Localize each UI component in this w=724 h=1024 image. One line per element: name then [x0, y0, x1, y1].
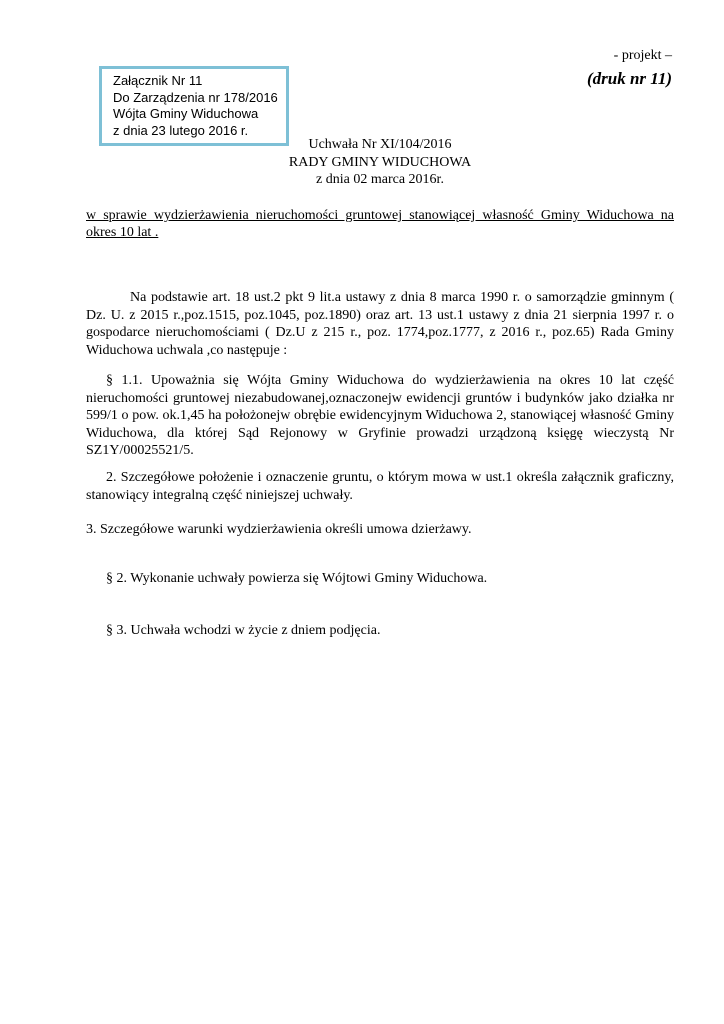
resolution-title: [230, 136, 530, 189]
section-1-paragraph-3: 3. Szczegółowe warunki wydzierżawienia określi umowa dzierżawy.: [86, 522, 472, 537]
project-label: - projekt –: [613, 48, 672, 63]
section-3-paragraph: § 3. Uchwała wchodzi w życie z dniem podjęcia.: [106, 623, 381, 638]
stamp-line: Do Zarządzenia nr 178/2016: [113, 89, 278, 105]
resolution-date: z dnia 02 marca 2016r.: [316, 172, 444, 187]
stamp-line: Załącznik Nr 11: [113, 73, 203, 88]
council-name: RADY GMINY WIDUCHOWA: [288, 154, 472, 170]
attachment-stamp: [99, 66, 289, 146]
section-2-paragraph: § 2. Wykonanie uchwały powierza się Wójtowi Gminy Widuchowa.: [106, 571, 488, 586]
stamp-line: Wójta Gminy Widuchowa: [113, 106, 259, 121]
legal-basis-paragraph: Na podstawie art. 18 ust.2 pkt 9 lit.a ustawy z dnia 8 marca 1990 r. o samorządzie gminnym ( Dz. U. z 2015 r.,poz.1515, poz.1045, poz.1890) oraz art. 13 ust.1 ustawy z dnia 21 sierpnia 1997 r. o gospodarce nieruchomościami ( Dz.U z 215 r., poz. 1774,poz.1777, z 2016 r., poz.65) Rada Gminy Widuchowa uchwala ,co następuje :: [86, 290, 674, 358]
resolution-subject: w sprawie wydzierżawienia nieruchomości gruntowej stanowiącej własność Gminy Widuchowa na okres 10 lat .: [86, 208, 674, 240]
section-1-paragraph-1: § 1.1. Upoważnia się Wójta Gminy Widuchowa do wydzierżawienia na okres 10 lat część nieruchomości gruntowej niezabudowanej,oznaczonejw ewidencji gruntów i budynków jako działka nr 599/1 o pow. ok.1,45 ha położonejw obrębie ewidencyjnym Widuchowa 2, stanowiącej własność Gminy Widuchowa, dla której Sąd Rejonowy w Gryfinie prowadzi urządzoną księgę wieczystą Nr SZ1Y/00025521/5.: [86, 373, 674, 458]
section-1-paragraph-2: 2. Szczegółowe położenie i oznaczenie gruntu, o którym mowa w ust.1 określa załącznik graficzny, stanowiący integralną część niniejszej uchwały.: [86, 470, 674, 503]
print-number: (druk nr 11): [586, 69, 672, 88]
resolution-number: Uchwała Nr XI/104/2016: [308, 137, 452, 152]
stamp-line: z dnia 23 lutego 2016 r.: [113, 122, 249, 138]
